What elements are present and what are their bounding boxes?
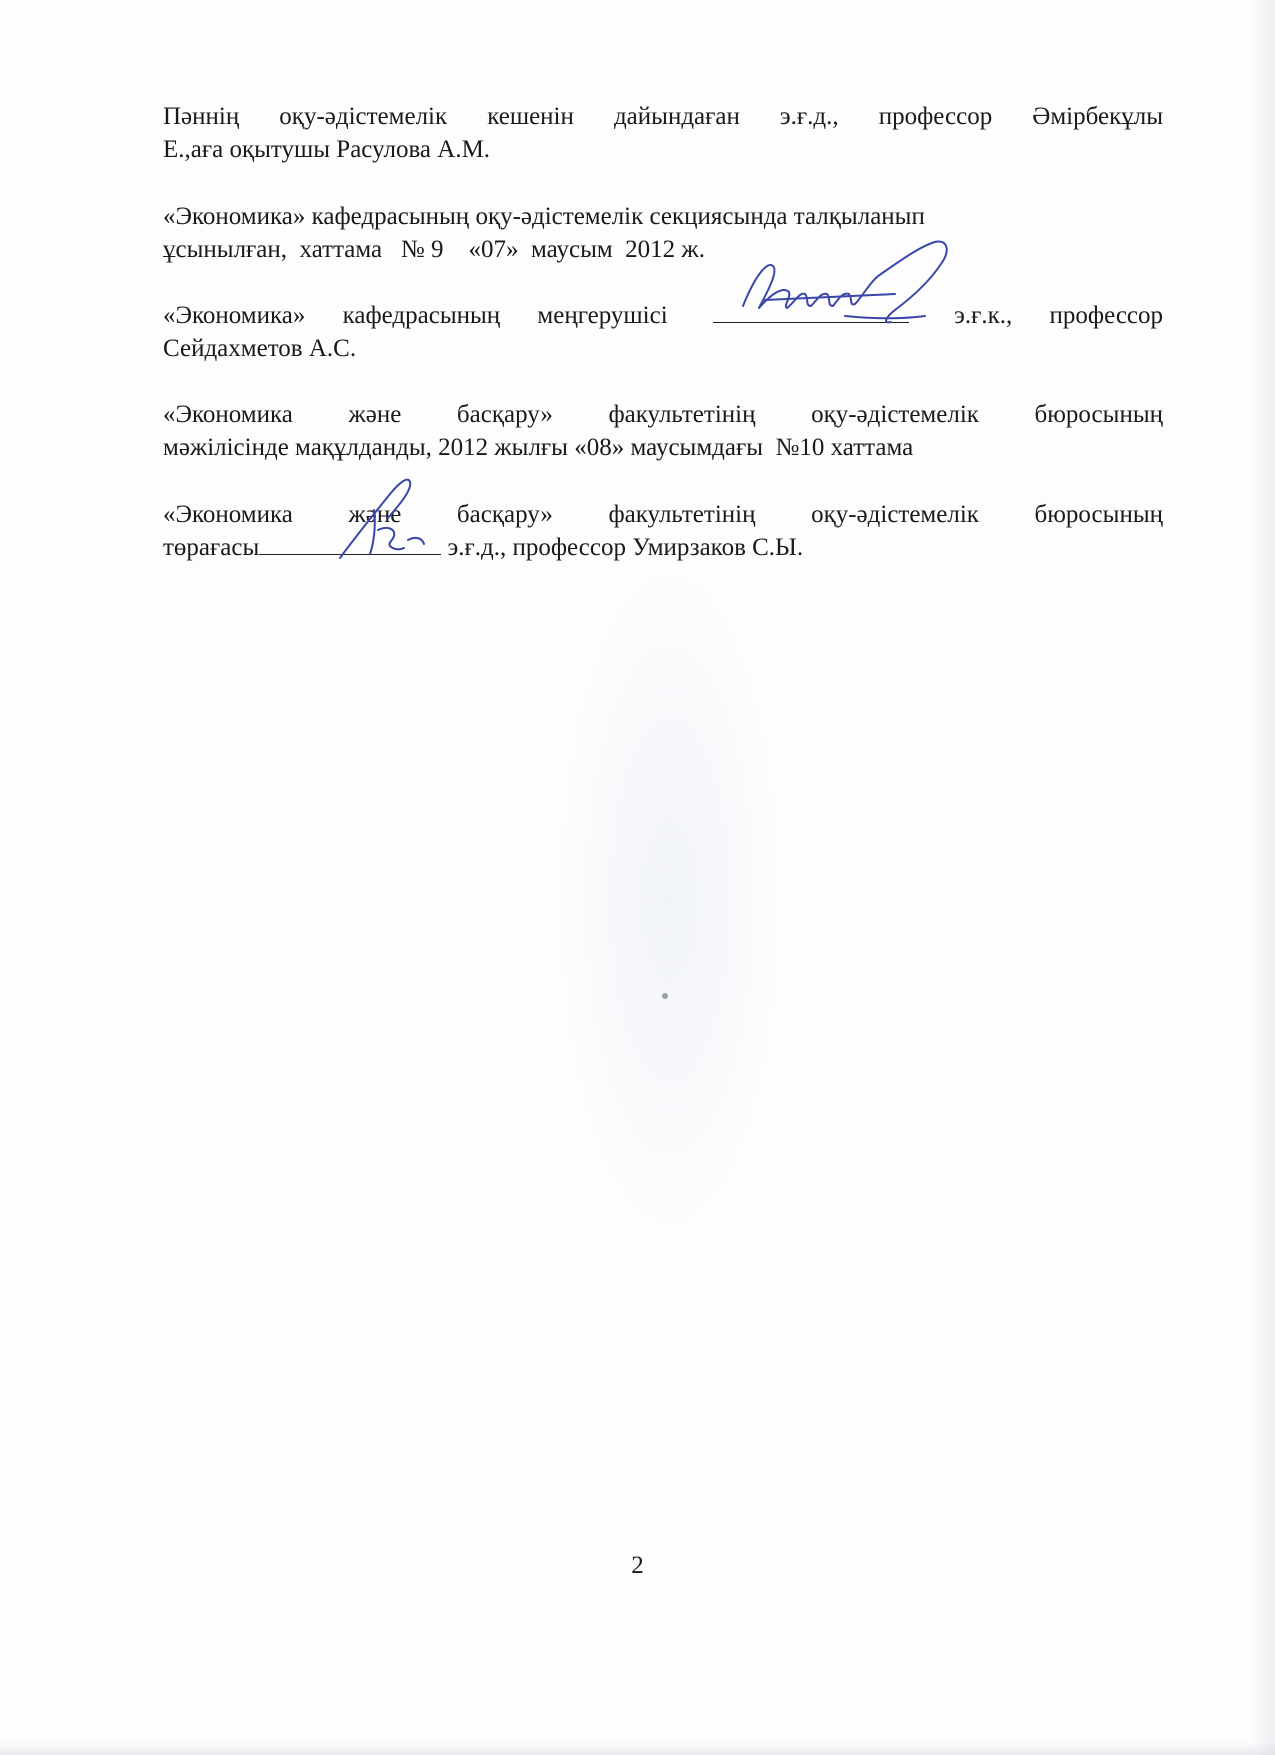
department-head-title: «Экономика» кафедрасының меңгерушісі (163, 302, 668, 329)
discussed-line-2: ұсынылған, хаттама № 9 «07» маусым 2012 ж. (163, 236, 705, 263)
department-head-degree: э.ғ.к., профессор (954, 302, 1164, 329)
prepared-by-line-2: Е.,аға оқытушы Расулова А.М. (163, 136, 491, 163)
bureau-chair-line-2 (163, 531, 1163, 564)
paragraph-prepared-by (163, 100, 1163, 166)
bureau-chair-line-1: «Экономика және басқару» факультетінің оқу-әдістемелік бюросының (163, 501, 1163, 528)
bureau-chair-title: төрағасы (163, 534, 260, 561)
department-head-line-1 (163, 299, 1163, 332)
paragraph-department-head (163, 299, 1163, 365)
approved-line-2: мәжілісінде мақұлданды, 2012 жылғы «08» маусымдағы №10 хаттама (163, 434, 914, 461)
signature-line-head (713, 300, 909, 323)
prepared-by-line-1: Пәннің оқу-әдістемелік кешенін дайындаған э.ғ.д., профессор Әмірбекұлы (163, 103, 1163, 130)
scan-bottom-shadow (0, 1741, 1275, 1755)
discussed-line-1: «Экономика» кафедрасының оқу-әдістемелік секциясында талқыланып (163, 203, 925, 230)
page-number: 2 (631, 1552, 644, 1579)
paragraph-bureau-chair (163, 498, 1163, 564)
paragraph-discussed (163, 200, 1163, 266)
scan-edge-shadow (1251, 0, 1275, 1755)
scan-speck (662, 993, 668, 999)
approved-line-1: «Экономика және басқару» факультетінің оқу-әдістемелік бюросының (163, 401, 1163, 428)
paragraph-approved (163, 398, 1163, 464)
signature-line-chair (259, 532, 441, 555)
department-head-name: Сейдахметов А.С. (163, 335, 357, 362)
bureau-chair-name: э.ғ.д., профессор Умирзаков С.Ы. (447, 534, 804, 561)
